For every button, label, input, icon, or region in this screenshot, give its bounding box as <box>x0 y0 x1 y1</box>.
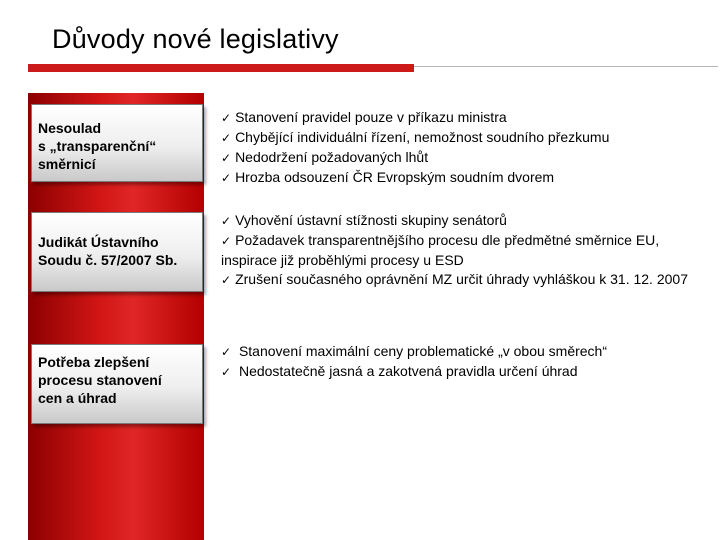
checkmark-icon: ✓ <box>221 273 232 287</box>
reason-label-line: Soudu č. 57/2007 Sb. <box>38 252 178 268</box>
slide-title: Důvody nové legislativy <box>52 24 339 54</box>
bullet-item: ✓ Nedodržení požadovaných lhůt <box>221 149 429 165</box>
checkmark-icon: ✓ <box>221 131 232 145</box>
bullet-item: ✓ Chybějící individuální řízení, nemožnost soudního přezkumu <box>221 129 610 145</box>
bullet-item: ✓ Stanovení pravidel pouze v příkazu ministra <box>221 109 507 125</box>
checkmark-icon: ✓ <box>221 345 232 359</box>
checkmark-icon: ✓ <box>221 365 232 379</box>
bullet-item: ✓ Zrušení současného oprávnění MZ určit úhrady vyhláškou k 31. 12. 2007 <box>221 271 688 287</box>
reason-box-3 <box>31 344 203 424</box>
reason-bullets-2 <box>221 211 691 290</box>
reason-label-line: směrnicí <box>38 156 96 172</box>
bullet-item: ✓ Stanovení maximální ceny problematické „v obou směrech“ <box>221 343 608 359</box>
reason-box-2 <box>31 212 203 292</box>
reason-label-line: cen a úhrad <box>38 390 117 406</box>
bullet-item: ✓ Hrozba odsouzení ČR Evropským soudním dvorem <box>221 169 555 185</box>
bullet-item: ✓ Požadavek transparentnějšího procesu dle předmětné směrnice EU, inspirace již proběhlými procesy u ESD <box>221 232 660 268</box>
title-accent-bar <box>28 64 414 72</box>
reason-label-line: s „transparenční“ <box>38 138 157 154</box>
bullet-item: ✓ Vyhovění ústavní stížnosti skupiny senátorů <box>221 212 507 228</box>
checkmark-icon: ✓ <box>221 171 232 185</box>
reason-label-line: procesu stanovení <box>38 372 162 388</box>
reason-label-line: Nesoulad <box>38 120 102 136</box>
checkmark-icon: ✓ <box>221 111 232 125</box>
reason-bullets-1 <box>221 108 691 188</box>
reason-label-line: Potřeba zlepšení <box>38 354 150 370</box>
reason-label-line: Judikát Ústavního <box>38 234 159 250</box>
checkmark-icon: ✓ <box>221 151 232 165</box>
checkmark-icon: ✓ <box>221 214 232 228</box>
reason-box-1 <box>31 104 203 182</box>
reason-bullets-3 <box>221 342 691 382</box>
checkmark-icon: ✓ <box>221 234 232 248</box>
bullet-item: ✓ Nedostatečně jasná a zakotvená pravidla určení úhrad <box>221 363 578 379</box>
